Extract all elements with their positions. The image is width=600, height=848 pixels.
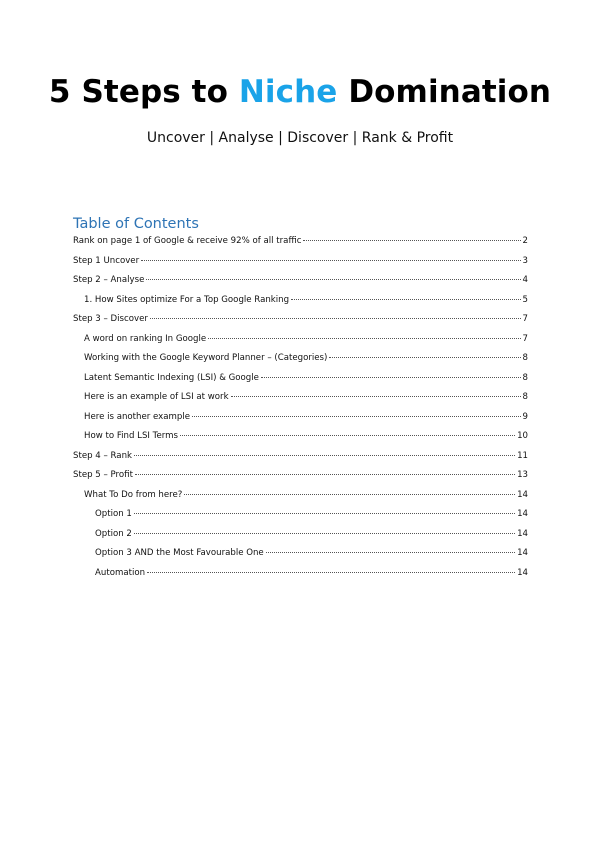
toc-entry-label: Automation: [95, 567, 146, 578]
toc-entry[interactable]: [73, 509, 528, 529]
toc-dot-leader: [134, 533, 515, 534]
toc-entry-label: Option 1: [95, 509, 132, 519]
toc-entry[interactable]: [73, 373, 528, 393]
toc-entry-page: 9: [522, 411, 528, 422]
toc-dot-leader: [329, 357, 520, 358]
toc-entry-page: 3: [522, 255, 528, 266]
toc-entry-label: Step 1 Uncover: [73, 255, 140, 266]
toc-entry-page: 14: [517, 567, 528, 578]
toc-entry-label: Working with the Google Keyword Planner – (Categories): [84, 353, 328, 363]
toc-dot-leader: [150, 318, 521, 319]
table-of-contents: [73, 236, 528, 587]
toc-dot-leader: [134, 513, 515, 514]
toc-entry[interactable]: [73, 470, 528, 490]
toc-entry-label: Step 5 – Profit: [73, 470, 133, 480]
toc-dot-leader: [266, 552, 515, 553]
toc-entry[interactable]: [73, 314, 528, 334]
toc-dot-leader: [135, 474, 515, 475]
toc-dot-leader: [134, 455, 515, 456]
toc-entry-page: 7: [522, 314, 528, 324]
toc-entry-page: 5: [522, 294, 528, 305]
toc-entry[interactable]: [73, 334, 528, 354]
toc-entry[interactable]: [73, 275, 528, 295]
toc-dot-leader: [147, 572, 515, 573]
toc-entry-label: A word on ranking In Google: [84, 333, 207, 344]
toc-entry-page: 8: [522, 392, 528, 402]
toc-entry[interactable]: [73, 392, 528, 412]
title-part-1: 5 Steps to: [48, 74, 239, 110]
toc-dot-leader: [261, 377, 521, 378]
toc-entry[interactable]: [73, 412, 528, 432]
toc-entry-label: Option 3 AND the Most Favourable One: [95, 548, 264, 558]
toc-entry-label: Here is an example of LSI at work: [84, 392, 229, 402]
toc-entry-page: 14: [517, 528, 528, 539]
toc-entry-page: 8: [522, 353, 528, 363]
document-subtitle: Uncover | Analyse | Discover | Rank & Profit: [146, 130, 454, 146]
toc-entry-page: 10: [517, 431, 528, 441]
toc-entry-page: 14: [517, 509, 528, 519]
toc-entry-page: 11: [517, 450, 528, 461]
toc-entry[interactable]: [73, 295, 528, 315]
toc-dot-leader: [184, 494, 515, 495]
toc-entry-label: What To Do from here?: [84, 489, 183, 500]
toc-dot-leader: [146, 279, 520, 280]
toc-entry-label: Rank on page 1 of Google & receive 92% of all traffic: [73, 236, 302, 246]
toc-entry-page: 4: [522, 275, 528, 285]
toc-entry-label: Latent Semantic Indexing (LSI) & Google: [84, 372, 259, 383]
toc-dot-leader: [231, 396, 521, 397]
toc-dot-leader: [192, 416, 520, 417]
toc-entry[interactable]: [73, 451, 528, 471]
toc-dot-leader: [303, 240, 520, 241]
title-accent-word: Niche: [238, 74, 338, 110]
toc-entry-page: 13: [517, 470, 528, 480]
toc-entry[interactable]: [73, 490, 528, 510]
toc-entry[interactable]: [73, 236, 528, 256]
toc-entry[interactable]: [73, 256, 528, 276]
toc-dot-leader: [208, 338, 520, 339]
toc-entry-label: Here is another example: [84, 411, 191, 422]
toc-entry-label: Step 2 – Analyse: [73, 275, 145, 285]
toc-entry[interactable]: [73, 529, 528, 549]
toc-entry-label: Step 3 – Discover: [73, 314, 148, 324]
title-part-2: Domination: [337, 74, 552, 110]
toc-entry-label: How to Find LSI Terms: [84, 431, 178, 441]
document-title: [0, 74, 600, 110]
toc-entry-label: 1. How Sites optimize For a Top Google Ranking: [84, 294, 290, 305]
toc-dot-leader: [291, 299, 520, 300]
toc-dot-leader: [141, 260, 520, 261]
toc-entry[interactable]: [73, 568, 528, 588]
toc-entry-label: Option 2: [95, 528, 132, 539]
toc-entry-page: 14: [517, 548, 528, 558]
toc-dot-leader: [180, 435, 515, 436]
toc-entry[interactable]: [73, 431, 528, 451]
toc-entry-page: 2: [522, 236, 528, 246]
toc-entry[interactable]: [73, 548, 528, 568]
toc-entry-page: 14: [517, 489, 528, 500]
toc-heading: Table of Contents: [73, 216, 199, 232]
toc-entry[interactable]: [73, 353, 528, 373]
toc-entry-page: 7: [522, 333, 528, 344]
toc-entry-page: 8: [522, 372, 528, 383]
toc-entry-label: Step 4 – Rank: [73, 450, 132, 461]
